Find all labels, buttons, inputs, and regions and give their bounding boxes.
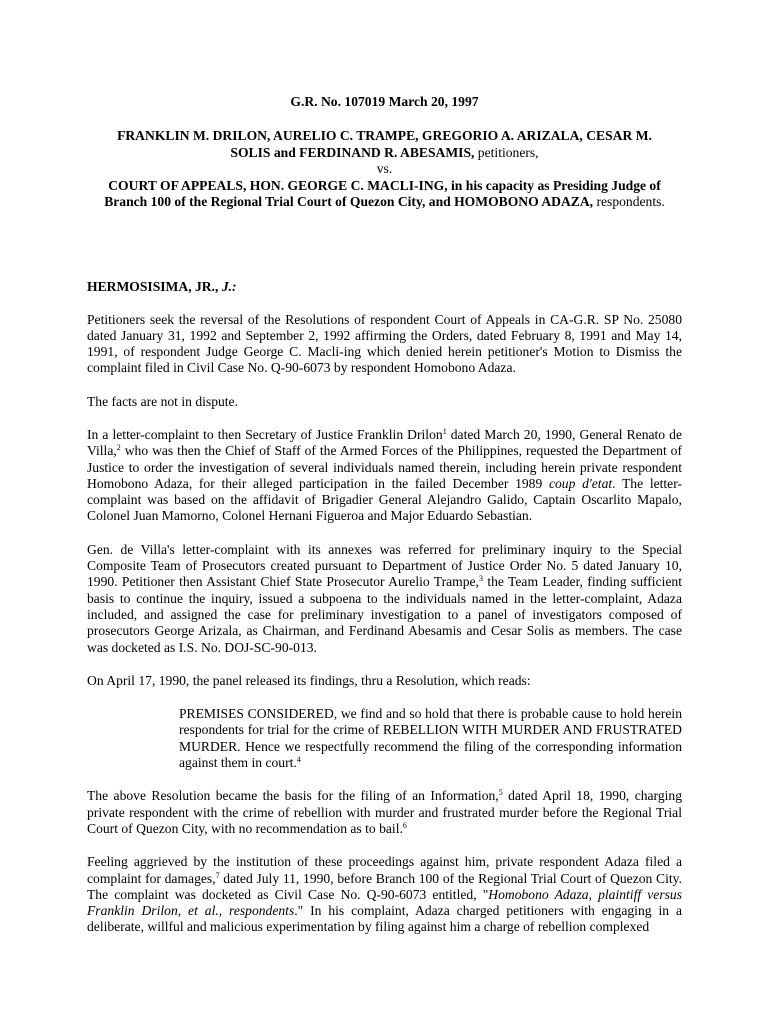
- footnote-ref-7[interactable]: 7: [215, 870, 220, 880]
- ponente: [87, 279, 682, 295]
- case-parties: [87, 128, 682, 211]
- petitioners-label: petitioners,: [474, 144, 539, 160]
- p3-text-c: who was then the Chief of Staff of the Armed Forces of the Philippines, requested the Department of Justice to order the investigation of several individuals named therein, including herein private respondent Homobono Adaza, for their alleged participation in the failed December 1989: [87, 443, 682, 491]
- case-number: G.R. No. 107019 March 20, 1997: [290, 94, 479, 109]
- p3-text-b: dated March 20, 1990, General Renato de Villa,: [87, 426, 682, 459]
- petitioners-line-2: SOLIS and FERDINAND R. ABESAMIS,: [230, 144, 475, 160]
- respondents-line-1: COURT OF APPEALS, HON. GEORGE C. MACLI-ING, in his capacity as Presiding Judge of: [108, 177, 661, 193]
- p7-text-c: ." In his complaint, Adaza charged petitioners with engaging in a deliberate, willful and malicious experimentation by filing against him a charge of rebellion complexed: [87, 903, 682, 935]
- coup-detat-italic: coup d'etat: [548, 475, 613, 491]
- paragraph-6: [87, 788, 682, 837]
- p6-text-a: The above Resolution became the basis for the filing of an Information,: [87, 788, 499, 804]
- footnote-ref-2[interactable]: 2: [116, 443, 121, 453]
- respondents-label: respondents.: [593, 194, 665, 209]
- footnote-ref-1[interactable]: 1: [442, 426, 447, 436]
- case-title-italic: Homobono Adaza, plaintiff versus Franklin Drilon, et al., respondents: [87, 886, 682, 919]
- paragraph-4: [87, 542, 682, 656]
- footnote-ref-6[interactable]: 6: [402, 820, 407, 830]
- petitioners-line-1: FRANKLIN M. DRILON, AURELIO C. TRAMPE, GREGORIO A. ARIZALA, CESAR M.: [117, 128, 652, 143]
- respondents-line-2: Branch 100 of the Regional Trial Court of Quezon City, and HOMOBONO ADAZA,: [104, 194, 594, 209]
- paragraph-7: [87, 854, 682, 935]
- ponente-title: J.:: [221, 278, 237, 294]
- footnote-ref-4[interactable]: 4: [296, 755, 301, 765]
- paragraph-3: [87, 427, 682, 525]
- block-quote: [179, 706, 682, 771]
- p7-text-a: Feeling aggrieved by the institution of these proceedings against him, private respondent Adaza filed a complaint for damages,: [87, 854, 682, 886]
- ponente-name: HERMOSISIMA, JR.,: [87, 278, 219, 294]
- footnote-ref-5[interactable]: 5: [498, 788, 503, 798]
- footnote-ref-3[interactable]: 3: [478, 574, 483, 584]
- p6-text-b: dated April 18, 1990, charging private respondent with the crime of rebellion with murder and frustrated murder before the Regional Trial Court of Quezon City, with no recommendation as to bail.: [87, 788, 683, 836]
- p3-text-d: . The letter-complaint was based on the affidavit of Brigadier General Alejandro Galido, Captain Oscarlito Mapalo, Colonel Juan Mamorno, Colonel Hernani Figueroa and Major Eduardo Sebastian.: [87, 475, 682, 524]
- paragraph-2: The facts are not in dispute.: [87, 393, 238, 409]
- p3-text-a: In a letter-complaint to then Secretary of Justice Franklin Drilon: [87, 426, 443, 442]
- p4-text-a: Gen. de Villa's letter-complaint with its annexes was referred for preliminary inquiry to the Special Composite Team of Prosecutors created pursuant to Department of Justice Order No. 5 dated January 10, 1990. Petitioner then Assistant Chief State Prosecutor Aurelio Trampe,: [87, 541, 682, 590]
- quote-text: PREMISES CONSIDERED, we find and so hold that there is probable cause to hold herein respondents for trial for the crime of REBELLION WITH MURDER AND FRUSTRATED MURDER. Hence we respectfully recommend the filing of the corresponding information against them in court.: [179, 706, 682, 771]
- versus: vs.: [376, 161, 393, 176]
- paragraph-1: Petitioners seek the reversal of the Resolutions of respondent Court of Appeals in CA-G.R. SP No. 25080 dated January 31, 1992 and September 2, 1992 affirming the Orders, dated February 8, 1991 and May 14, 1991, of respondent Judge George C. Macli-ing which denied herein petitioner's Motion to Dismiss the complaint filed in Civil Case No. Q-90-6073 by respondent Homobono Adaza.: [87, 311, 682, 376]
- paragraph-5: On April 17, 1990, the panel released its findings, thru a Resolution, which reads:: [87, 672, 531, 688]
- p7-text-b: dated July 11, 1990, before Branch 100 of the Regional Trial Court of Quezon City. The complaint was docketed as Civil Case No. Q-90-6073 entitled, ": [87, 870, 682, 902]
- p4-text-b: the Team Leader, finding sufficient basis to continue the inquiry, issued a subpoena to the individuals named in the letter-complaint, Adaza included, and assigned the case for preliminary investigation to a panel of investigators composed of prosecutors George Arizala, as Chairman, and Ferdinand Abesamis and Cesar Solis as members. The case was docketed as I.S. No. DOJ-SC-90-013.: [87, 574, 682, 655]
